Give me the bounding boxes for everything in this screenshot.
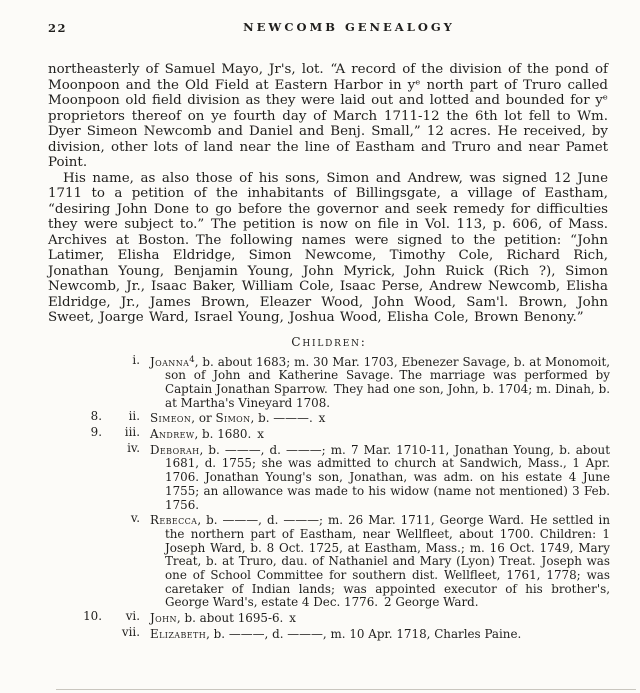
scan-artifact-line bbox=[56, 689, 636, 690]
child-entry-john bbox=[64, 610, 610, 626]
generation-superscript: 4 bbox=[189, 354, 195, 365]
child-roman-numeral: iv. bbox=[127, 440, 140, 455]
child-number bbox=[64, 442, 106, 513]
page-title: NEWCOMB GENEALOGY bbox=[243, 20, 455, 34]
child-entry-deborah bbox=[64, 442, 610, 513]
child-name-connector: , or bbox=[191, 411, 216, 426]
child-entry-simeon bbox=[64, 410, 610, 426]
child-details: , b. ———, d. ———, m. 10 Apr. 1718, Charles Paine. bbox=[206, 626, 522, 641]
child-details: , b. about 1695-6. x bbox=[176, 611, 296, 626]
child-name: Simeon bbox=[150, 411, 192, 426]
child-alt-name: Simon bbox=[215, 411, 251, 426]
child-number: 10. bbox=[83, 609, 102, 624]
child-number: 8. bbox=[90, 409, 102, 424]
body-paragraph-1: northeasterly of Samuel Mayo, Jr's, lot. “A record of the division of the pond of Moonpoon and the Old Field at Eastern Harbor in yᵉ north part of Truro called Moonpoon old field division as they were laid out and lotted and bounded for yᵉ proprietors thereof on ye fourth day of March 1711-12 the 6th lot fell to Wm. Dyer Simeon Newcomb and Daniel and Benj. Small,” 12 acres. He received, by division, other lots of land near the line of Eastham and Truro and near Pamet Point. bbox=[48, 62, 608, 170]
child-details: , b. 1680. x bbox=[194, 427, 264, 442]
body-text bbox=[48, 62, 610, 326]
page-header bbox=[48, 20, 610, 36]
child-roman-numeral: vi. bbox=[125, 609, 140, 624]
children-heading: Children: bbox=[291, 334, 367, 349]
child-entry-rebecca bbox=[64, 512, 610, 610]
child-number bbox=[64, 512, 106, 610]
child-roman-numeral: vii. bbox=[121, 624, 140, 639]
child-number bbox=[64, 354, 106, 411]
children-list bbox=[48, 354, 610, 642]
child-roman-numeral: i. bbox=[132, 352, 140, 367]
child-name: Andrew bbox=[150, 427, 195, 442]
child-details: , b. ———, d. ———; m. 7 Mar. 1710-11, Jonathan Young, b. about 1681, d. 1755; she was admitted to church at Sandwich, Mass., 1 Apr. 1706. Jonathan Young's son, Jonathan, was adm. on his estate 4 June 1755; an allowance was made to his widow (name not mentioned) 3 Feb. 1756. bbox=[165, 442, 610, 512]
child-details: , b. about 1683; m. 30 Mar. 1703, Ebenezer Savage, b. at Monomoit, son of John and Katherine Savage. The marriage was performed by Captain Jonathan Sparrow. They had one son, John, b. 1704; m. Dinah, b. at Martha's Vineyard 1708. bbox=[165, 354, 610, 410]
child-entry-joanna bbox=[64, 354, 610, 411]
child-name: Elizabeth bbox=[150, 626, 207, 641]
body-paragraph-2: His name, as also those of his sons, Simon and Andrew, was signed 12 June 1711 to a petition of the inhabitants of Billingsgate, a village of Eastham, “desiring John Done to go before the governor and seek remedy for difficulties they were subject to.” The petition is now on file in Vol. 113, p. 606, of Mass. Archives at Boston. The following names were signed to the petition: “John Latimer, Elisha Eldridge, Simon Newcome, Timothy Cole, Richard Rich, Jonathan Young, Benjamin Young, John Myrick, John Ruick (Rich ?), Simon Newcomb, Jr., Isaac Baker, William Cole, Isaac Perse, Andrew Newcomb, Elisha Eldridge, Jr., James Brown, Eleazer Wood, John Wood, Sam'l. Brown, John Sweet, Joarge Ward, Israel Young, Joshua Wood, Elisha Cole, Brown Benony.” bbox=[48, 170, 608, 325]
child-number: 9. bbox=[90, 425, 102, 440]
page-number: 22 bbox=[48, 21, 68, 35]
child-entry-andrew bbox=[64, 426, 610, 442]
children-section bbox=[48, 335, 610, 642]
child-details: , b. ———. x bbox=[250, 411, 326, 426]
child-roman-numeral: ii. bbox=[128, 409, 140, 424]
child-text bbox=[150, 354, 610, 411]
child-entry-elizabeth bbox=[64, 626, 610, 642]
child-number bbox=[64, 626, 106, 642]
child-roman-numeral: iii. bbox=[124, 425, 140, 440]
child-roman-numeral: v. bbox=[130, 511, 140, 526]
child-text bbox=[150, 426, 610, 442]
child-text bbox=[150, 626, 610, 642]
child-name: John bbox=[150, 611, 177, 626]
child-name: Deborah bbox=[150, 442, 200, 457]
child-name: Joanna bbox=[150, 354, 190, 369]
child-details: , b. ———, d. ———; m. 26 Mar. 1711, George Ward. He settled in the northern part of Eastham, near Wellfleet, about 1700. Children: 1 Joseph Ward, b. 8 Oct. 1725, at Eastham, Mass.; m. 16 Oct. 1749, Mary Treat, b. at Truro, dau. of Nathaniel and Mary (Lyon) Treat. Joseph was one of School Committee for southern dist. Wellfleet, 1761, 1778; was caretaker of Indian lands; was appointed executor of his brother's, George Ward's, estate 4 Dec. 1776. 2 George Ward. bbox=[165, 513, 610, 610]
child-name: Rebecca bbox=[150, 513, 198, 528]
child-text bbox=[150, 610, 610, 626]
child-text bbox=[150, 512, 610, 610]
child-text bbox=[150, 410, 610, 426]
child-text bbox=[150, 442, 610, 513]
